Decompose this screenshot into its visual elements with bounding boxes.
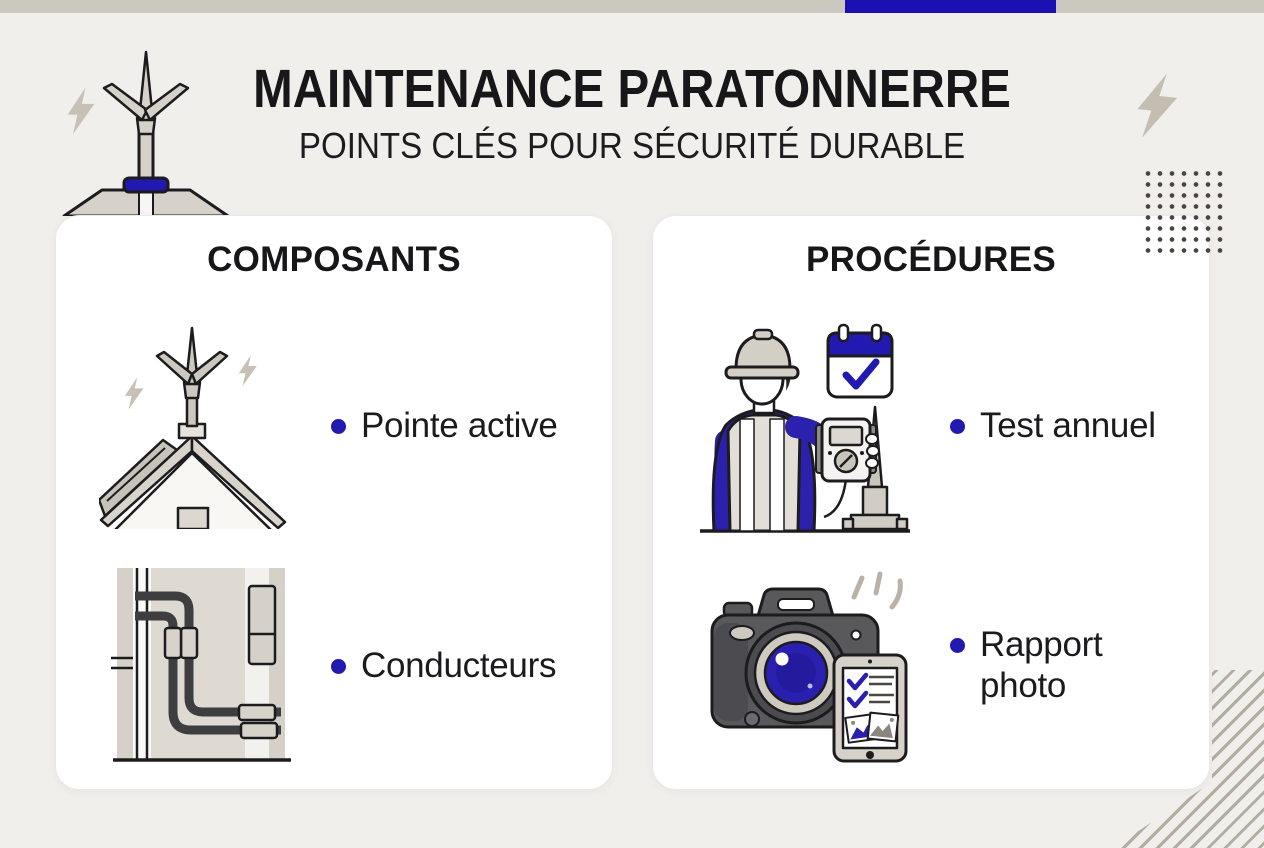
bullet-dot [950,419,965,434]
bullet-label: Pointe active [361,405,558,445]
tablet-report-icon [834,655,906,761]
bullet-label: Conducteurs [361,645,557,685]
list-item [56,300,612,552]
camera-report-illustration [706,569,921,764]
bullet-label: Rapport photo [980,625,1103,705]
down-conductors-illustration [111,566,296,766]
bullet-point [331,406,558,447]
page-title: MAINTENANCE PARATONNERRE [253,59,1011,119]
list-item [653,540,1209,792]
dots-grid-pattern [1142,168,1226,256]
list-item [56,540,612,792]
list-item [653,300,1209,552]
card-heading: COMPOSANTS [207,240,461,279]
calendar-icon [828,325,892,397]
bullet-label: Test annuel [980,405,1156,445]
top-accent-bar [845,0,1056,13]
technician-test-illustration [696,319,916,534]
bullet-dot [950,638,965,653]
attic-window [178,508,208,529]
bullet-point [950,625,1140,706]
rod-blue-collar [124,178,168,192]
bullet-point [331,646,556,687]
conduit-box [249,586,275,664]
top-strip [0,0,1264,13]
flash-marks [854,574,900,607]
house-lightning-rod-illustration [96,324,296,529]
card-heading: PROCÉDURES [806,240,1056,279]
card-procedures [652,215,1210,790]
bullet-point [950,406,1156,447]
photo-thumbnail [868,712,899,741]
card-composants [55,215,613,790]
bullet-dot [331,419,346,434]
bullet-dot [331,659,346,674]
page-subtitle: POINTS CLÉS POUR SÉCURITÉ DURABLE [298,125,966,166]
